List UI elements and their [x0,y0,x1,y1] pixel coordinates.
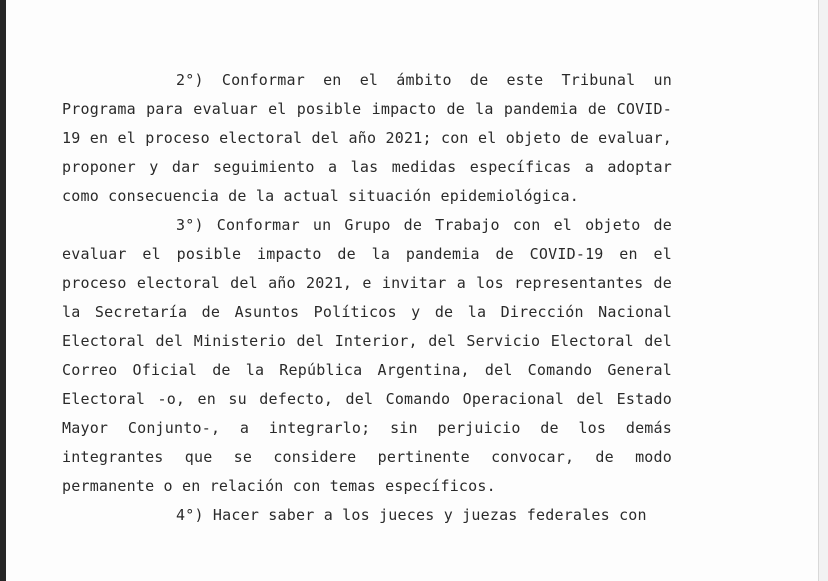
paragraph-3: 3°) Conformar un Grupo de Trabajo con el objeto de evaluar el posible impacto de la pandemia de COVID-19 en el proceso electoral del año 2021, e invitar a los representantes de la Secretaría de Asuntos Políticos y de la Dirección Nacional Electoral del Ministerio del Interior, del Servicio Electoral del Correo Oficial de la República Argentina, del Comando General Electoral -o, en su defecto, del Comando Operacional del Estado Mayor Conjunto-, a integrarlo; sin perjuicio de los demás integrantes que se considere pertinente convocar, de modo permanente o en relación con temas específicos. [62,216,672,495]
paragraph-4: 4°) Hacer saber a los jueces y juezas federales con [176,506,647,524]
document-body [62,66,672,530]
paragraph-2: 2°) Conformar en el ámbito de este Tribunal un Programa para evaluar el posible impacto de la pandemia de COVID-19 en el proceso electoral del año 2021; con el objeto de evaluar, proponer y dar seguimiento a las medidas específicas a adoptar como consecuencia de la actual situación epidemiológica. [62,71,672,205]
page-edge [818,0,828,581]
document-page [6,0,818,581]
